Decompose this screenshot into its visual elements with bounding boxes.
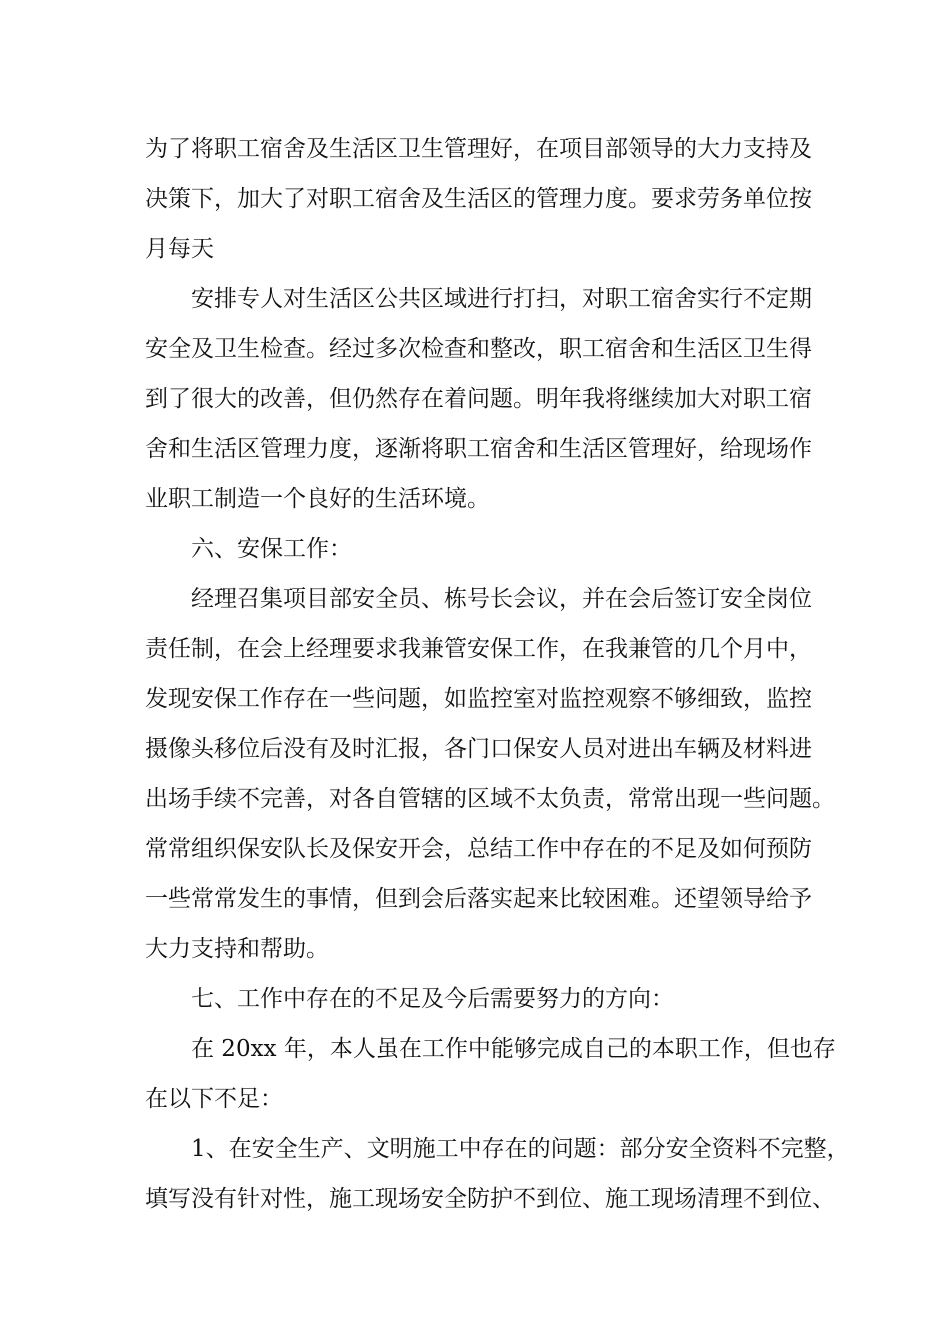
- text-line-content: 责任制，在会上经理要求我兼管安保工作，在我兼管的几个月中，: [145, 636, 812, 662]
- text-line: [0, 181, 950, 217]
- text-line: [0, 1181, 950, 1217]
- text-line: [0, 231, 950, 267]
- text-line-content: 在以下不足：: [145, 1086, 283, 1112]
- text-line-content: 发现安保工作存在一些问题，如监控室对监控观察不够细致，监控: [145, 686, 812, 712]
- text-line: [0, 731, 950, 767]
- paragraph-start: 1、在安全生产、文明施工中存在的问题：部分安全资料不完整，: [191, 1136, 850, 1162]
- text-line: [0, 881, 950, 917]
- text-line: [0, 281, 950, 317]
- text-line: [0, 681, 950, 717]
- text-line: [0, 831, 950, 867]
- section-heading: 七、工作中存在的不足及今后需要努力的方向：: [191, 986, 674, 1012]
- text-line: [0, 1131, 950, 1167]
- text-line: [0, 331, 950, 367]
- text-line-content: 舍和生活区管理力度，逐渐将职工宿舍和生活区管理好，给现场作: [145, 436, 812, 462]
- text-line: [0, 131, 950, 167]
- text-line: [0, 381, 950, 417]
- text-line-content: 出场手续不完善，对各自管辖的区域不太负责，常常出现一些问题。: [145, 786, 835, 812]
- text-line-content: 安全及卫生检查。经过多次检查和整改，职工宿舍和生活区卫生得: [145, 336, 812, 362]
- text-line-content: 填写没有针对性，施工现场安全防护不到位、施工现场清理不到位、: [145, 1186, 835, 1212]
- text-line-content: 常常组织保安队长及保安开会，总结工作中存在的不足及如何预防: [145, 836, 812, 862]
- text-line: [0, 1031, 950, 1067]
- paragraph-start: 经理召集项目部安全员、栋号长会议，并在会后签订安全岗位: [191, 586, 812, 612]
- text-line-content: 摄像头移位后没有及时汇报，各门口保安人员对进出车辆及材料进: [145, 736, 812, 762]
- text-line: [0, 781, 950, 817]
- text-line: [0, 531, 950, 567]
- text-line: [0, 431, 950, 467]
- text-line-content: 月每天: [145, 236, 214, 262]
- text-line-content: 决策下，加大了对职工宿舍及生活区的管理力度。要求劳务单位按: [145, 186, 812, 212]
- text-line: [0, 931, 950, 967]
- paragraph-start: 安排专人对生活区公共区域进行打扫，对职工宿舍实行不定期: [191, 286, 812, 312]
- text-line-content: 业职工制造一个良好的生活环境。: [145, 486, 490, 512]
- text-line: [0, 981, 950, 1017]
- text-line-content: 为了将职工宿舍及生活区卫生管理好，在项目部领导的大力支持及: [145, 136, 812, 162]
- text-line-content: 大力支持和帮助。: [145, 936, 329, 962]
- text-line: [0, 1081, 950, 1117]
- text-line-content: 到了很大的改善，但仍然存在着问题。明年我将继续加大对职工宿: [145, 386, 812, 412]
- text-line: [0, 581, 950, 617]
- text-line-content: 一些常常发生的事情，但到会后落实起来比较困难。还望领导给予: [145, 886, 812, 912]
- text-line: [0, 481, 950, 517]
- paragraph-start: 在 20xx 年，本人虽在工作中能够完成自己的本职工作，但也存: [191, 1036, 836, 1062]
- text-line: [0, 631, 950, 667]
- section-heading: 六、安保工作：: [191, 536, 352, 562]
